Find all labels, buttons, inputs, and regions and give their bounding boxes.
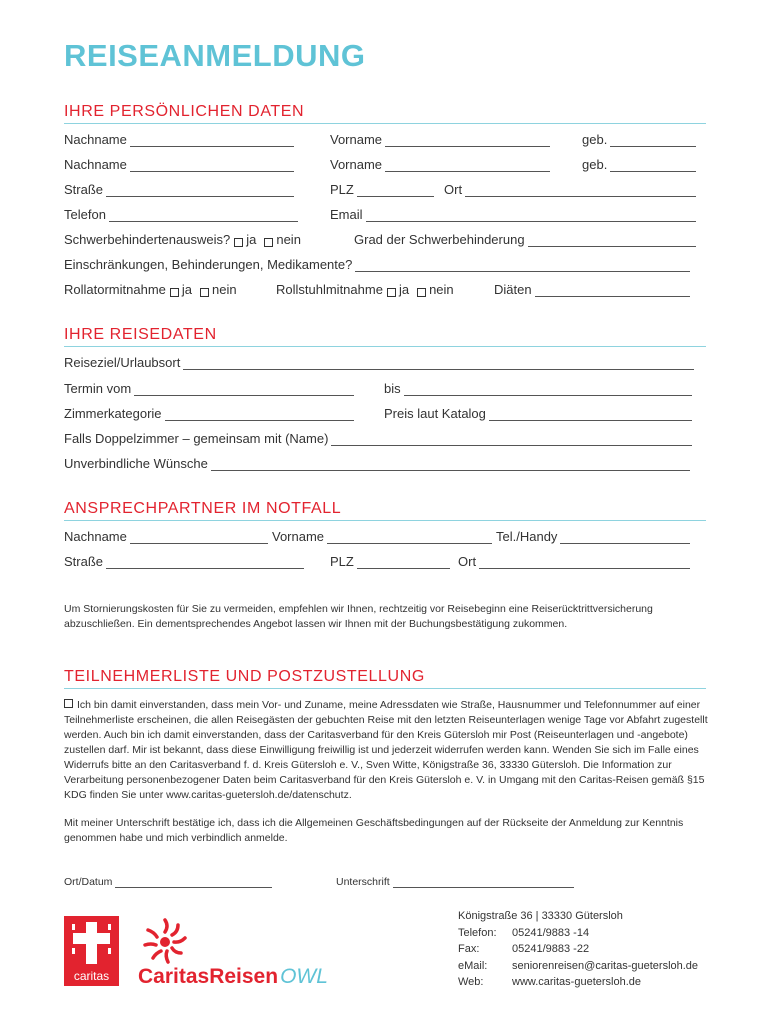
schwerbehindertenausweis-label: Schwerbehindertenausweis? [64, 232, 231, 247]
einschraenkungen-label: Einschränkungen, Behinderungen, Medikamente? [64, 257, 353, 272]
section-rule [64, 346, 706, 347]
ja-label: ja [398, 282, 410, 297]
vorname-label: Vorname [272, 529, 325, 544]
caritasreisen-sun-icon [140, 916, 190, 966]
web-label: Web: [458, 976, 484, 988]
contact-block [458, 908, 698, 991]
zimmerkategorie-field[interactable] [64, 406, 354, 421]
preis-label: Preis laut Katalog [384, 406, 486, 421]
doppelzimmer-field[interactable] [64, 431, 692, 446]
nein-label: nein [429, 282, 454, 297]
email-label: eMail: [458, 959, 488, 972]
schwerbehindertenausweis-question [64, 232, 301, 247]
ort-label: Ort [458, 554, 477, 569]
consent-text: Ich bin damit einverstanden, dass mein Vor- und Zuname, meine Adressdaten wie Straße, Hausnummer und Telefonnummer auf einer Teilnehmerliste erscheinen, die allen Reisegästen der gebuchten Reise mit den letzten Reiseunterlagen wenige Tage vor Abfahrt zugestellt werden. Auch bin ich damit einverstanden, dass der Caritasverband für den Kreis Gütersloh mir Post (Reiseunterlagen und -angebote) zustellen darf. Mir ist bekannt, dass diese Einwilligung freiwillig ist und jederzeit widerrufen werden kann. Wenden Sie sich im Falle eines Widerrufs bitte an den Caritasverband f. d. Kreis Gütersloh e. V., Sven Witte, Königstraße 36, 33330 Gütersloh. Die Information zur Verarbeitung personenbezogener Daten beim Caritasverband für den Kreis Gütersloh e. V. in Umgang mit den Caritas-Reisen gemäß §15 KDG finden Sie unter www.caritas-guetersloh.de/datenschutz. [64, 699, 708, 801]
grad-field[interactable] [354, 232, 696, 247]
telefon-label: Telefon [64, 207, 106, 222]
email-field[interactable] [330, 207, 696, 222]
einschraenkungen-field[interactable] [64, 257, 690, 272]
section-rule [64, 520, 706, 521]
ort-label: Ort [444, 182, 463, 197]
web-link[interactable]: www.caritas-guetersloh.de [512, 976, 642, 988]
telefon-field[interactable] [64, 207, 298, 222]
ausweis-nein-checkbox[interactable] [264, 238, 273, 247]
notfall-tel-field[interactable] [496, 529, 690, 544]
telefon-value: 05241/9883 -14 [512, 926, 590, 939]
nachname-label: Nachname [64, 529, 127, 544]
contact-address: Königstraße 36 | 33330 Gütersloh [458, 910, 623, 922]
rollator-label: Rollatormitnahme [64, 282, 166, 297]
nein-label: nein [212, 282, 237, 297]
doppelzimmer-label: Falls Doppelzimmer – gemeinsam mit (Name) [64, 431, 329, 446]
strasse-label: Straße [64, 182, 104, 197]
tel-label: Tel./Handy [496, 529, 558, 544]
caritas-cross-icon [64, 916, 119, 968]
wuensche-label: Unverbindliche Wünsche [64, 456, 208, 471]
rollator-nein-checkbox[interactable] [200, 288, 209, 297]
ort-datum-field[interactable] [64, 876, 272, 888]
notfall-ort-field[interactable] [458, 554, 690, 569]
plz-label: PLZ [330, 182, 354, 197]
rollator-question [64, 282, 237, 297]
caritas-wordmark: caritas [73, 969, 110, 983]
caritasreisen-wordmark [138, 965, 328, 989]
termin-vom-field[interactable] [64, 381, 354, 396]
reiseziel-label: Reiseziel/Urlaubsort [64, 355, 181, 370]
brand-part2: OWL [280, 965, 328, 988]
notfall-nachname-field[interactable] [64, 529, 268, 544]
section-rule [64, 688, 706, 689]
vorname-field-2[interactable] [330, 157, 550, 172]
plz-label: PLZ [330, 554, 354, 569]
unterschrift-field[interactable] [336, 876, 574, 888]
caritas-logo [64, 916, 119, 986]
nachname-label: Nachname [64, 132, 127, 147]
geb-label: geb. [582, 132, 608, 147]
ja-label: ja [246, 232, 257, 247]
rollator-ja-checkbox[interactable] [170, 288, 179, 297]
rollstuhl-nein-checkbox[interactable] [417, 288, 426, 297]
notfall-plz-field[interactable] [330, 554, 450, 569]
rollstuhl-ja-checkbox[interactable] [387, 288, 396, 297]
nachname-field-2[interactable] [64, 157, 294, 172]
geb-field-2[interactable] [582, 157, 696, 172]
notfall-vorname-field[interactable] [272, 529, 492, 544]
email-link[interactable]: seniorenreisen@caritas-guetersloh.de [512, 959, 699, 972]
section-heading-emergency: ANSPRECHPARTNER IM NOTFALL [64, 500, 342, 517]
geb-field-1[interactable] [582, 132, 696, 147]
rollstuhl-label: Rollstuhlmitnahme [276, 282, 383, 297]
zimmerkategorie-label: Zimmerkategorie [64, 406, 162, 421]
strasse-field[interactable] [64, 182, 294, 197]
section-heading-personal: IHRE PERSÖNLICHEN DATEN [64, 103, 305, 120]
page-title: REISEANMELDUNG [64, 38, 366, 73]
bis-label: bis [384, 381, 401, 396]
ausweis-ja-checkbox[interactable] [234, 238, 243, 247]
agb-paragraph: Mit meiner Unterschrift bestätige ich, dass ich die Allgemeinen Geschäftsbedingungen auf der Rückseite der Anmeldung zur Kenntnis genommen habe und mich verbindlich anmelde. [64, 817, 684, 844]
plz-field[interactable] [330, 182, 434, 197]
ort-field[interactable] [444, 182, 696, 197]
brand-part1: CaritasReisen [138, 965, 279, 988]
fax-label: Fax: [458, 943, 480, 955]
wuensche-field[interactable] [64, 456, 690, 471]
consent-paragraph [64, 698, 709, 803]
consent-checkbox[interactable] [64, 699, 73, 708]
diaeten-label: Diäten [494, 282, 532, 297]
preis-field[interactable] [384, 406, 692, 421]
email-label: Email [330, 207, 363, 222]
vorname-label: Vorname [330, 132, 383, 147]
vorname-field-1[interactable] [330, 132, 550, 147]
storno-note: Um Stornierungskosten für Sie zu vermeiden, empfehlen wir Ihnen, rechtzeitig vor Reisebeginn eine Reiserücktrittversicherung abzuschließen. Ein dementsprechendes Angebot lassen wir Ihnen mit der Buchungsbestätigung zukommen. [64, 603, 653, 630]
nachname-label: Nachname [64, 157, 127, 172]
rollstuhl-question [276, 282, 454, 297]
reiseziel-field[interactable] [64, 355, 694, 370]
ja-label: ja [181, 282, 192, 297]
ort-datum-label: Ort/Datum [64, 876, 113, 888]
vorname-label: Vorname [330, 157, 383, 172]
section-heading-participants: TEILNEHMERLISTE UND POSTZUSTELLUNG [64, 668, 425, 685]
fax-value: 05241/9883 -22 [512, 943, 590, 955]
grad-label: Grad der Schwerbehinderung [354, 232, 525, 247]
geb-label: geb. [582, 157, 608, 172]
telefon-label: Telefon: [458, 926, 497, 939]
notfall-strasse-field[interactable] [64, 554, 304, 569]
nachname-field-1[interactable] [64, 132, 294, 147]
termin-label: Termin vom [64, 381, 132, 396]
section-heading-travel: IHRE REISEDATEN [64, 326, 217, 343]
unterschrift-label: Unterschrift [336, 876, 390, 888]
termin-bis-field[interactable] [384, 381, 692, 396]
nein-label: nein [276, 232, 301, 247]
diaeten-field[interactable] [494, 282, 690, 297]
section-rule [64, 123, 706, 124]
strasse-label: Straße [64, 554, 104, 569]
